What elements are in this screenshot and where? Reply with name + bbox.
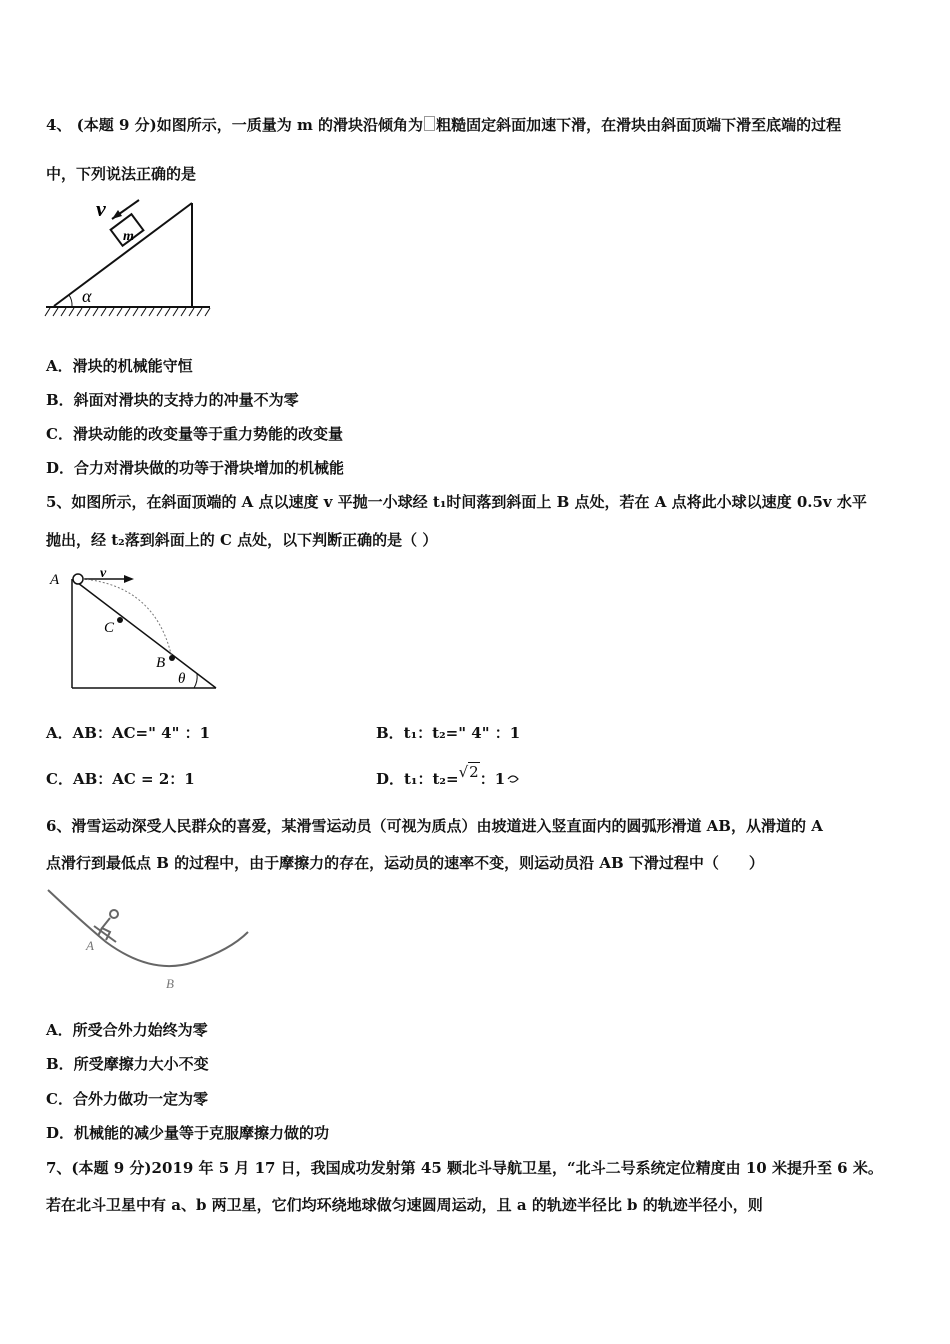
q5-option-c: C．AB：AC = 2：1 — [46, 770, 195, 788]
label-b: B — [166, 976, 174, 991]
q4-incline-figure — [44, 196, 214, 321]
q6-option-c: C．合外力做功一定为零 — [46, 1090, 208, 1108]
q7-line1: 7、(本题 9 分)2019 年 5 月 17 日，我国成功发射第 45 颗北斗导航卫星，“北斗二号系统定位精度由 10 米提升至 6 米。 — [46, 1159, 883, 1177]
missing-symbol-box — [424, 116, 435, 131]
anchor-mark-icon — [506, 773, 520, 785]
mass-label: m — [123, 229, 134, 244]
q4-line2: 中，下列说法正确的是 — [46, 165, 197, 183]
ball-a — [73, 574, 83, 584]
q4-option-a: A．滑块的机械能守恒 — [46, 357, 193, 375]
q4-line1: 4、 (本题 9 分)如图所示，一质量为 m 的滑块沿倾角为 粗糙固定斜面加速下滑，在滑块由斜面顶端下滑至底端的过程 — [46, 116, 842, 134]
label-a: A — [50, 572, 60, 588]
q4-option-c: C．滑块动能的改变量等于重力势能的改变量 — [46, 425, 343, 443]
point-b — [169, 655, 175, 661]
q5-option-d: D．t₁：t₂=√2：1 — [376, 769, 520, 789]
ground-hatch — [45, 308, 210, 316]
q5-incline-figure — [44, 564, 224, 694]
q5-line1: 5、如图所示，在斜面顶端的 A 点以速度 v 平抛一小球经 t₁时间落到斜面上 B 点处，若在 A 点将此小球以速度 0.5v 水平 — [46, 493, 867, 511]
q5-option-a: A．AB：AC=" 4" ：1 — [46, 724, 211, 742]
velocity-arrowhead — [112, 210, 122, 219]
trajectory-curve — [83, 579, 172, 658]
point-c — [117, 617, 123, 623]
q7-line2: 若在北斗卫星中有 a、b 两卫星，它们均环绕地球做匀速圆周运动，且 a 的轨迹半径比 b 的轨迹半径小，则 — [46, 1196, 763, 1214]
velocity-arrowhead — [124, 575, 134, 583]
q6-option-a: A．所受合外力始终为零 — [46, 1021, 208, 1039]
q6-option-d: D．机械能的减少量等于克服摩擦力做的功 — [46, 1124, 330, 1142]
velocity-label: v — [96, 196, 106, 221]
q6-option-b: B．所受摩擦力大小不变 — [46, 1055, 209, 1073]
label-theta: θ — [178, 671, 186, 687]
q4-option-d: D．合力对滑块做的功等于滑块增加的机械能 — [46, 459, 345, 477]
angle-label: α — [82, 286, 92, 306]
q6-line2: 点滑行到最低点 B 的过程中，由于摩擦力的存在，运动员的速率不变，则运动员沿 AB 下滑过程中（ ） — [46, 854, 764, 872]
label-c: C — [104, 620, 115, 636]
slope-side — [78, 583, 216, 688]
arc-track — [48, 890, 248, 966]
incline-surface — [54, 203, 192, 306]
q6-slope-figure — [44, 884, 254, 994]
label-b: B — [156, 655, 166, 671]
sqrt-symbol: √2 — [458, 763, 479, 781]
q6-line1: 6、滑雪运动深受人民群众的喜爱，某滑雪运动员（可视为质点）由坡道进入竖直面内的圆弧形滑道 AB，从滑道的 A — [46, 817, 823, 835]
theta-arc — [194, 674, 197, 688]
skier-icon — [94, 910, 118, 942]
q5-option-b: B．t₁：t₂=" 4" ：1 — [376, 724, 521, 742]
q5-line2: 抛出，经 t₂落到斜面上的 C 点处，以下判断正确的是（ ） — [46, 531, 438, 549]
q4-option-b: B．斜面对滑块的支持力的冲量不为零 — [46, 391, 299, 409]
label-v: v — [100, 566, 107, 581]
label-a: A — [86, 938, 94, 953]
angle-arc — [69, 295, 72, 306]
